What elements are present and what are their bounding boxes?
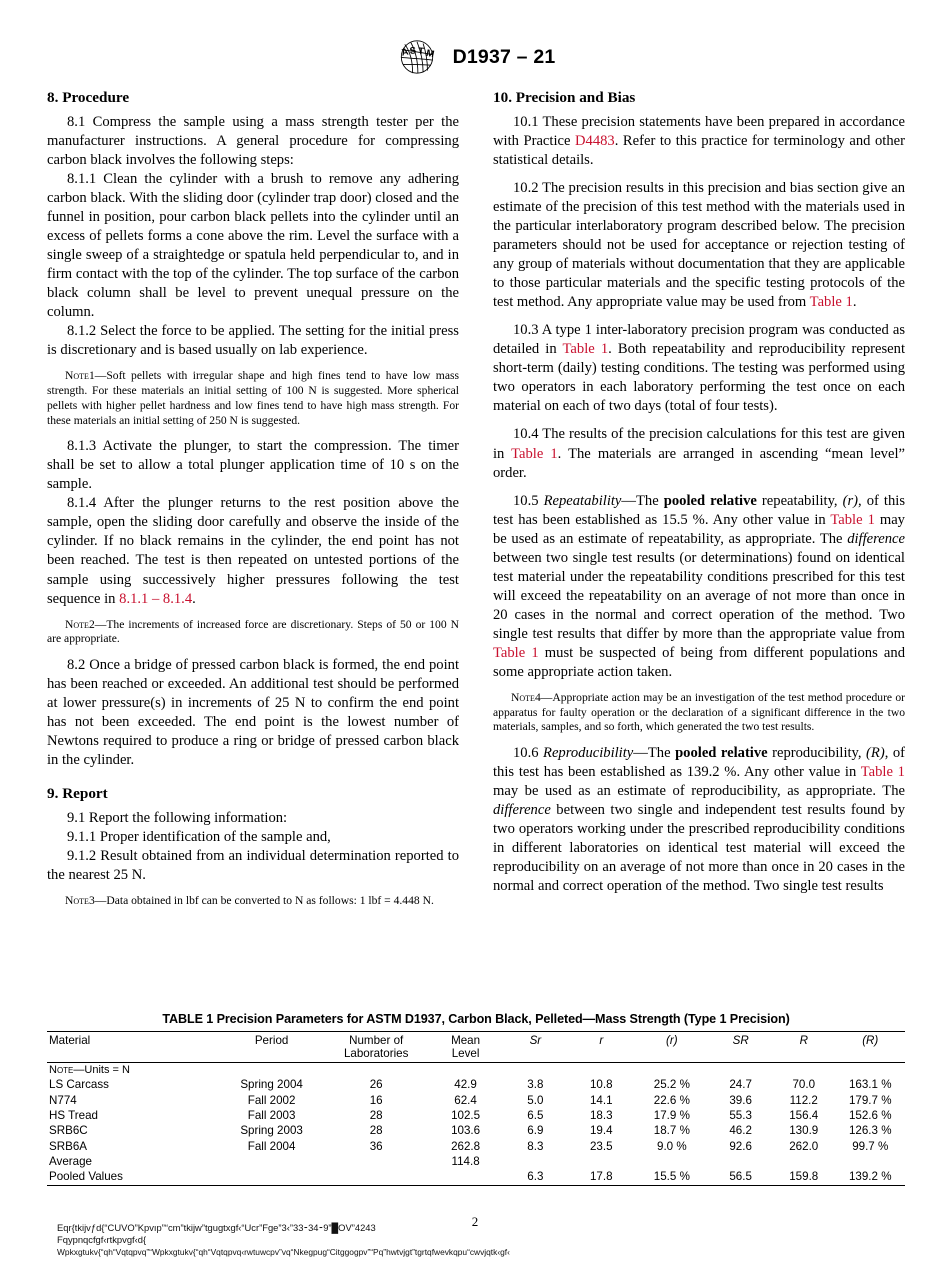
note-3-number: 3 <box>88 894 95 908</box>
cell-period <box>219 1169 323 1186</box>
svg-text:S: S <box>408 45 417 57</box>
paragraph-10-5-text-b: repeatability, <box>756 492 843 509</box>
cell-mean-level: 102.5 <box>451 1108 481 1122</box>
paragraph-10-1 <box>493 113 905 170</box>
column-header-SR-l1: SR <box>732 1034 749 1047</box>
note-4-text: —Appropriate action may be an investigation of the test method procedure or apparatus for faulty operation or the declaration of a significant difference in the two materials, samples, and so forth, which generated the two test results. <box>493 690 905 734</box>
column-header-SR <box>709 1032 772 1063</box>
symbol-r-lower: (r) <box>842 492 859 509</box>
cell-SR: 92.6 <box>729 1139 752 1153</box>
cell-SR: 39.6 <box>729 1093 752 1107</box>
paragraph-10-5-text-a: —The <box>621 492 664 509</box>
svg-text:A: A <box>400 46 410 59</box>
cell-sr: 3.8 <box>527 1078 544 1092</box>
column-header-sr <box>503 1032 569 1063</box>
cell-period: Fall 2003 <box>247 1108 296 1122</box>
cell-r-pct <box>634 1154 709 1169</box>
cross-reference-d4483[interactable]: D4483 <box>574 133 615 150</box>
paragraph-10-6-text-c: , of this test has been established as 139.2 %. Any other value in <box>493 745 905 781</box>
svg-text:T: T <box>417 45 424 58</box>
cross-reference-table-1-a[interactable]: Table 1 <box>809 294 853 311</box>
paragraph-10-6-text-e: between two single and independent test results found by two operators working under the prescribed reproducibility conditions in different laboratories on identical test material will exceed the reproducibility on an average of not more than once in 20 cases in the normal and correct operation of the method. Two single test results <box>493 802 905 895</box>
term-repeatability: Repeatability <box>543 492 622 509</box>
cell-r-pct: 18.7 % <box>653 1124 690 1138</box>
column-header-period <box>219 1032 323 1063</box>
paragraph-10-4 <box>493 425 905 482</box>
paragraph-10-4-text-b: . The materials are arranged in ascending “mean level” order. <box>493 445 905 481</box>
column-header-r-l1: r <box>599 1034 604 1047</box>
cross-reference-table-1-c[interactable]: Table 1 <box>511 445 558 462</box>
cell-period <box>219 1154 323 1169</box>
paragraph-10-5-text-e: between two single test results (or determinations) found on identical test material under the repeatability conditions prescribed for this test will exceed the repeatability on an average of not more than once in 20 cases in the normal and correct operation of the method. Two single test results that differ by more than the appropriate value from <box>493 549 905 642</box>
paragraph-8-1-1: 8.1.1 Clean the cylinder with a brush to remove any adhering carbon black. With the sliding door (cylinder trap door) closed and the funnel in position, pour carbon black pellets into the cylinder until an excess of pellets forms a cone above the rim. Level the surface with a single sweep of a straightedge or spatula held perpendicular to, and in firm contact with the top of the cylinder. The top surface of the carbon black column shall be level to prevent unequal pressure on the column. <box>47 171 459 321</box>
cell-mean-level <box>429 1169 503 1186</box>
note-1-number: 1 <box>88 369 95 383</box>
paragraph-10-2 <box>493 179 905 312</box>
page-number: 2 <box>471 1214 479 1229</box>
cell-labs <box>324 1169 429 1186</box>
cell-R-pct: 163.1 % <box>848 1078 892 1092</box>
term-difference-2: difference <box>493 802 551 819</box>
precision-parameters-table <box>47 1031 905 1186</box>
right-column <box>493 88 905 909</box>
cell-sr: 6.5 <box>527 1108 544 1122</box>
column-header-number-of-laboratories <box>324 1032 429 1063</box>
cell-R: 112.2 <box>789 1093 818 1107</box>
footer-license-block <box>57 1222 757 1258</box>
note-2-text: —The increments of increased force are discretionary. Steps of 50 or 100 N are appropriate. <box>47 617 459 646</box>
column-header-R <box>772 1032 835 1063</box>
paragraph-10-5-text-f: must be suspected of being from different populations and some appropriate action taken. <box>493 644 905 680</box>
cell-mean-level: 262.8 <box>451 1139 481 1153</box>
cell-sr: 6.3 <box>503 1169 569 1186</box>
cell-sr: 8.3 <box>527 1139 544 1153</box>
emphasis-pooled-relative-R: pooled relative <box>675 745 768 762</box>
heading-section-9: 9. Report <box>47 785 108 803</box>
note-1-label: Note <box>65 369 89 383</box>
term-reproducibility: Reproducibility <box>543 745 634 762</box>
paragraph-8-1: 8.1 Compress the sample using a mass strength tester per the manufacturer instructions. A general procedure for compressing carbon black involves the following steps: <box>47 114 459 169</box>
note-3 <box>47 894 459 909</box>
column-header-labs-l2: Laboratories <box>343 1047 409 1060</box>
cell-R: 262.0 <box>789 1139 819 1153</box>
column-header-R-l1: R <box>799 1034 808 1047</box>
column-header-r <box>568 1032 634 1063</box>
cross-reference-8-1-1-8-1-4[interactable]: 8.1.1 – 8.1.4 <box>119 590 193 607</box>
paragraph-10-6-reproducibility <box>493 744 905 896</box>
footer-downloaded-line: Fqypnqcfgf‹rtkpvgf‹d{ <box>57 1234 147 1246</box>
table-body <box>47 1077 905 1186</box>
body-columns <box>47 88 905 909</box>
paragraph-10-4-text-a: 10.4 The results of the precision calculations for this test are given in <box>493 426 905 462</box>
column-header-labs-l1: Number of <box>349 1034 404 1047</box>
note-4-number: 4 <box>534 690 541 704</box>
cross-reference-table-1-f[interactable]: Table 1 <box>860 764 905 781</box>
column-header-material-l1: Material <box>49 1034 91 1047</box>
cell-material: Pooled Values <box>47 1169 219 1186</box>
paragraph-10-1-text-b: . Refer to this practice for terminology and other statistical details. <box>493 133 905 169</box>
note-2 <box>47 618 459 647</box>
paragraph-10-2-text-b: . <box>852 294 857 311</box>
cell-r: 19.4 <box>589 1124 613 1138</box>
table-units-note-cell <box>47 1063 905 1078</box>
cell-r-pct: 25.2 % <box>653 1078 690 1092</box>
term-difference-1: difference <box>847 530 905 547</box>
cell-r: 17.8 <box>568 1169 634 1186</box>
cell-r: 18.3 <box>589 1108 613 1122</box>
cross-reference-table-1-e[interactable]: Table 1 <box>493 644 539 661</box>
paragraph-10-2-text-a: 10.2 The precision results in this precision and bias section give an estimate of the precision of this test method with the materials used in the particular interlaboratory program described below. The precision parameters should not be used for acceptance or rejection testing of any group of materials without documentation that they are applicable to those particular materials and the specific testing protocols of the test method. Any appropriate value may be used from <box>493 180 905 311</box>
paragraph-8-1-3: 8.1.3 Activate the plunger, to start the compression. The timer shall be set to allow a total plunger application time of 10 s on the sample. <box>47 438 459 493</box>
paragraph-10-1-text-a: 10.1 These precision statements have been prepared in accordance with Practice <box>493 114 905 150</box>
cell-labs: 26 <box>369 1078 383 1092</box>
column-header-period-l1: Period <box>254 1034 289 1047</box>
paragraph-8-1-4-text-b: . <box>192 590 196 607</box>
cell-R: 70.0 <box>792 1078 816 1092</box>
cell-r: 10.8 <box>589 1078 613 1092</box>
table-units-text: —Units = N <box>73 1064 130 1076</box>
cell-R-pct <box>835 1154 905 1169</box>
cell-material: HS Tread <box>49 1108 98 1122</box>
cell-mean-level: 62.4 <box>454 1093 477 1107</box>
cell-R: 156.4 <box>789 1108 819 1122</box>
symbol-R-upper: (R) <box>866 745 885 762</box>
table-row <box>47 1123 905 1138</box>
heading-section-8: 8. Procedure <box>47 89 130 106</box>
cell-period: Fall 2004 <box>247 1139 296 1153</box>
column-header-rpct-l1: (r) <box>666 1034 678 1047</box>
column-header-mean-l2: Level <box>451 1047 480 1060</box>
paragraph-8-2: 8.2 Once a bridge of pressed carbon black is formed, the end point has been reached or exceeded. An additional test should be performed at lower pressure(s) in increments of 25 N to confirm the end point has not been exceeded. The end point is the lowest number of Newtons required to produce a ring or bridge of pressed carbon black in the cylinder. <box>47 657 459 769</box>
paragraph-10-6-number: 10.6 <box>513 745 544 762</box>
cell-SR: 24.7 <box>729 1078 752 1092</box>
cell-R-pct: 179.7 % <box>848 1093 892 1107</box>
table-header-row <box>47 1032 905 1063</box>
cell-R-pct: 139.2 % <box>835 1169 905 1186</box>
heading-section-10: 10. Precision and Bias <box>493 89 636 106</box>
cell-labs: 28 <box>369 1108 383 1122</box>
cell-material: N774 <box>49 1093 77 1107</box>
paragraph-10-5-number: 10.5 <box>513 492 544 509</box>
cell-R-pct: 126.3 % <box>848 1124 892 1138</box>
table-row <box>47 1139 905 1154</box>
cell-R-pct: 99.7 % <box>852 1139 889 1153</box>
cell-r <box>568 1154 634 1169</box>
cell-R-pct: 152.6 % <box>848 1108 892 1122</box>
table-row-average <box>47 1154 905 1169</box>
note-3-text: —Data obtained in lbf can be converted to N as follows: 1 lbf = 4.448 N. <box>94 894 434 908</box>
paragraph-10-3-text-b: . Both repeatability and reproducibility represent short-term (daily) testing conditions. The testing was performed using two operators in each laboratory performing the test once on each material on each of two days (total of four tests). <box>493 341 905 415</box>
column-header-Rpct-l1: (R) <box>862 1034 879 1047</box>
column-header-mean-l1: Mean <box>451 1034 481 1047</box>
cell-labs: 28 <box>369 1124 383 1138</box>
cell-material: LS Carcass <box>49 1078 109 1092</box>
column-header-sr-l1: Sr <box>529 1034 542 1047</box>
paragraph-10-6-text-b: reproducibility, <box>767 745 867 762</box>
paragraph-8-1-2: 8.1.2 Select the force to be applied. The setting for the initial press is discretionary and is based usually on lab experience. <box>47 323 459 359</box>
paragraph-10-5-repeatability <box>493 492 905 682</box>
emphasis-pooled-relative-r: pooled relative <box>663 492 757 509</box>
paragraph-10-3 <box>493 321 905 416</box>
cell-r-pct: 17.9 % <box>653 1108 690 1122</box>
paragraph-8-1-4-text-a: 8.1.4 After the plunger returns to the rest position above the sample, open the sliding door carefully and observe the inside of the cylinder. If no black remains in the cylinder, the end point has not been reached. The test is then repeated on untested portions of the sample using successively higher pressures following the test sequence in <box>47 495 459 607</box>
cell-R: 130.9 <box>789 1124 819 1138</box>
note-2-number: 2 <box>88 617 95 631</box>
cell-r-pct: 22.6 % <box>653 1093 690 1107</box>
cell-mean-level: 42.9 <box>454 1078 477 1092</box>
footer-copyright-line: Eqr{tkijvƒd{“CUVO”Kpvıp”“cm”tkijw”tgugtxgf‹“Ucr”Fge”3‹”33⁃34⁃9”█OV”4243 <box>57 1222 376 1233</box>
cell-material: Average <box>49 1155 92 1169</box>
cell-SR: 46.2 <box>729 1124 752 1138</box>
cell-mean-level: 103.6 <box>451 1124 481 1138</box>
cell-r: 23.5 <box>589 1139 613 1153</box>
table-1-container <box>47 1012 905 1186</box>
note-4 <box>493 691 905 735</box>
document-designation: D1937 – 21 <box>452 45 556 68</box>
paragraph-8-1-4 <box>47 494 459 608</box>
column-header-material <box>47 1032 219 1063</box>
note-1 <box>47 369 459 428</box>
cell-sr <box>503 1154 569 1169</box>
cell-labs <box>324 1154 429 1169</box>
column-header-R-parens <box>835 1032 905 1063</box>
cell-labs: 16 <box>369 1093 383 1107</box>
note-1-text: —Soft pellets with irregular shape and high fines tend to have low mass strength. For these materials an initial setting of 100 N is suggested. More spherical pellets with higher pellet hardness and low fines tend to have high mass strength. For these materials an initial setting of 250 N is suggested. <box>47 369 459 427</box>
table-row <box>47 1108 905 1123</box>
cell-r-pct: 15.5 % <box>634 1169 709 1186</box>
astm-logo-icon <box>395 40 439 74</box>
paragraph-10-3-text-a: 10.3 A type 1 inter-laboratory precision program was conducted as detailed in <box>493 322 905 358</box>
table-row-pooled-values <box>47 1169 905 1186</box>
left-column <box>47 88 459 909</box>
table-units-note-row <box>47 1063 905 1078</box>
cell-SR: 56.5 <box>709 1169 772 1186</box>
cell-sr: 5.0 <box>527 1093 544 1107</box>
note-3-label: Note <box>65 894 89 908</box>
cell-period: Fall 2002 <box>247 1093 296 1107</box>
cell-material: SRB6A <box>49 1139 88 1153</box>
cell-material: SRB6C <box>49 1124 88 1138</box>
cell-period: Spring 2003 <box>240 1124 303 1138</box>
cell-R <box>772 1154 835 1169</box>
cell-SR <box>709 1154 772 1169</box>
table-1-caption: TABLE 1 Precision Parameters for ASTM D1937, Carbon Black, Pelleted—Mass Strength (Type 1 Precision) <box>162 1012 790 1026</box>
cell-mean-level: 114.8 <box>451 1155 480 1169</box>
cell-r: 14.1 <box>589 1093 613 1107</box>
cross-reference-table-1-d[interactable]: Table 1 <box>830 511 875 528</box>
paragraph-9-1-2: 9.1.2 Result obtained from an individual determination reported to the nearest 25 N. <box>47 848 459 884</box>
paragraph-9-1-1: 9.1.1 Proper identification of the sample and, <box>67 829 331 846</box>
cell-labs: 36 <box>369 1139 383 1153</box>
svg-text:M: M <box>424 47 435 61</box>
paragraph-10-5-text-d: may be used as an estimate of repeatability, as appropriate. The <box>493 511 905 547</box>
note-2-label: Note <box>65 617 89 631</box>
paragraph-10-6-text-d: may be used as an estimate of reproducibility, as appropriate. The <box>493 783 905 800</box>
cell-SR: 55.3 <box>729 1108 752 1122</box>
column-header-r-parens <box>634 1032 709 1063</box>
cell-period: Spring 2004 <box>240 1078 303 1092</box>
page-header <box>0 40 950 74</box>
table-units-label: Note <box>49 1064 74 1076</box>
paragraph-10-6-text-a: —The <box>633 745 676 762</box>
table-row <box>47 1092 905 1107</box>
paragraph-10-5-text-c: , of this test has been established as 15.5 %. Any other value in <box>493 492 906 528</box>
footer-licensee-line: Wpkxgtukv{“qh“Vqtqpvq”“Wpkxgtukv{“qh“Vqtqpvq‹rwtuwcpv”vq“Nkegpug“Citggogpv”“Pq”hwtvjgt”tgrtqfwevkqpu“cwvjqtk‹gf‹ <box>57 1247 510 1258</box>
paragraph-9-1: 9.1 Report the following information: <box>67 810 288 827</box>
cell-sr: 6.9 <box>527 1124 544 1138</box>
cell-R: 159.8 <box>772 1169 835 1186</box>
table-row <box>47 1077 905 1092</box>
column-header-mean-level <box>429 1032 503 1063</box>
note-4-label: Note <box>511 690 535 704</box>
cell-r-pct: 9.0 % <box>657 1139 687 1153</box>
cross-reference-table-1-b[interactable]: Table 1 <box>562 341 609 358</box>
